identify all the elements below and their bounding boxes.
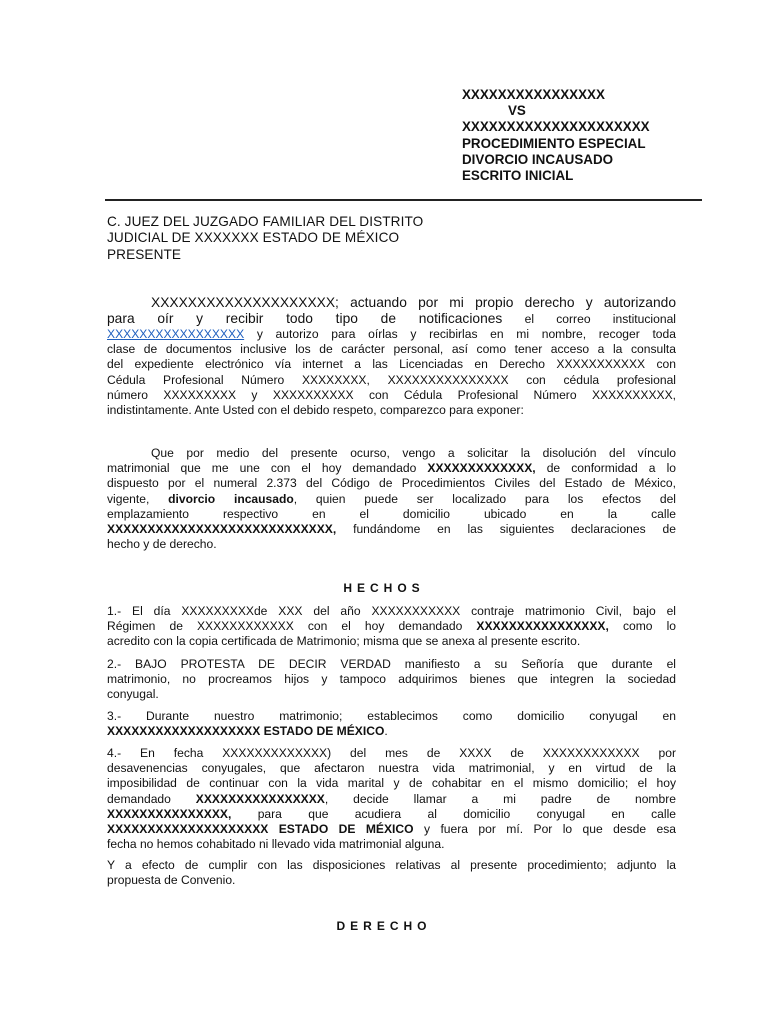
- hecho-2: [107, 657, 676, 703]
- hecho-2-line-3: conyugal.: [107, 687, 159, 702]
- hecho-1-line-2b: XXXXXXXXXXXXXXXX,: [476, 619, 609, 634]
- email-link[interactable]: XXXXXXXXXXXXXXXXX: [107, 327, 245, 341]
- versus-label: VS: [508, 103, 526, 119]
- intro-line-5: del expediente electrónico vía internet a las Licenciadas en Derecho XXXXXXXXXXX con: [107, 357, 676, 372]
- hecho-3-line-2a: XXXXXXXXXXXXXXXXXXX ESTADO DE MÉXICO: [107, 724, 385, 739]
- intro-line-7: número XXXXXXXXX y XXXXXXXXXX con Cédula Profesional Número XXXXXXXXXX,: [107, 387, 676, 402]
- request-line-3: dispuesto por el numeral 2.373 del Código de Procedimientos Civiles del Estado de México,: [107, 476, 676, 491]
- request-line-2b: XXXXXXXXXXXXX,: [427, 461, 536, 476]
- party-2: XXXXXXXXXXXXXXXXXXXXX: [462, 119, 650, 135]
- hecho-1-line-2c: como lo: [622, 619, 676, 634]
- request-paragraph: [107, 446, 676, 552]
- hecho-3-line-2b: .: [384, 724, 388, 739]
- intro-line-2b: el correo institucional: [524, 312, 676, 326]
- hecho-4-line-4c: , decide llamar a mi padre de nombre: [324, 791, 676, 806]
- hecho-4-line-6b: y fuera por mí. Por lo que desde esa: [423, 822, 676, 837]
- intro-line-3: y autorizo para oírlas y recibirlas en mi nombre, recoger toda: [256, 327, 676, 341]
- intro-line-1: XXXXXXXXXXXXXXXXXXXX; actuando por mi propio derecho y autorizando: [151, 295, 676, 310]
- hecho-1: [107, 604, 676, 650]
- hecho-2-line-1: 2.- BAJO PROTESTA DE DECIR VERDAD manifiesto a su Señoría que durante el: [107, 657, 676, 671]
- hecho-4-line-5b: para que acudiera al domicilio conyugal en calle: [257, 806, 676, 821]
- request-line-2a: matrimonial que me une con el hoy demandado: [107, 461, 417, 476]
- intro-line-2a: para oír y recibir todo tipo de notificaciones: [107, 311, 503, 326]
- hecho-4-line-4b: XXXXXXXXXXXXXXXX: [195, 791, 325, 806]
- hecho-1-line-1: 1.- El día XXXXXXXXXde XXX del año XXXXXXXXXXX contraje matrimonio Civil, bajo el: [107, 604, 676, 618]
- procedure-subtype: DIVORCIO INCAUSADO: [462, 151, 614, 167]
- heading-divider: [105, 199, 702, 201]
- request-line-7: hecho y de derecho.: [107, 537, 217, 552]
- hecho-4-line-1: 4.- En fecha XXXXXXXXXXXXX) del mes de XXXX de XXXXXXXXXXXX por: [107, 746, 676, 760]
- intro-line-8: indistintamente. Ante Usted con el debido respeto, comparezco para exponer:: [107, 403, 524, 418]
- convenio-paragraph: [107, 858, 676, 888]
- request-line-1: Que por medio del presente ocurso, vengo a solicitar la disolución del vínculo: [151, 446, 676, 460]
- hecho-4-line-6a: XXXXXXXXXXXXXXXXXXXX ESTADO DE MÉXICO: [107, 822, 414, 837]
- party-1: XXXXXXXXXXXXXXXX: [462, 87, 605, 102]
- request-line-6b: fundándome en las siguientes declaraciones de: [353, 522, 676, 537]
- hechos-title: HECHOS: [343, 581, 425, 595]
- request-line-4c: , quien puede ser localizado para los efectos del: [293, 491, 676, 506]
- hecho-4: [107, 746, 676, 852]
- addressee-line-2: JUDICIAL DE XXXXXXX ESTADO DE MÉXICO: [107, 230, 400, 246]
- request-line-6a: XXXXXXXXXXXXXXXXXXXXXXXXXXXX,: [107, 522, 337, 537]
- derecho-title: DERECHO: [336, 919, 432, 933]
- hecho-4-line-4a: demandado: [107, 791, 171, 806]
- hecho-3-line-1: 3.- Durante nuestro matrimonio; establecimos como domicilio conyugal en: [107, 709, 676, 723]
- hecho-4-line-3: imposibilidad de continuar con la vida marital y de cohabitar en el mismo domicilio; el hoy: [107, 776, 676, 791]
- case-heading: [462, 87, 702, 184]
- procedure-type: PROCEDIMIENTO ESPECIAL: [462, 135, 646, 151]
- request-line-2c: de conformidad a lo: [546, 461, 676, 476]
- hecho-2-line-2: matrimonio, no procreamos hijos y tampoco adquirimos bienes que integren la sociedad: [107, 672, 676, 687]
- hecho-4-line-7: fecha no hemos cohabitado ni llevado vida matrimonial alguna.: [107, 837, 445, 852]
- intro-line-6: Cédula Profesional Número XXXXXXXX, XXXXXXXXXXXXXXX con cédula profesional: [107, 372, 676, 387]
- hecho-1-line-3: acredito con la copia certificada de Matrimonio; misma que se anexa al presente escrito.: [107, 634, 581, 649]
- hecho-3: [107, 709, 676, 739]
- convenio-line-2: propuesta de Convenio.: [107, 873, 236, 888]
- request-line-4b: divorcio incausado: [168, 491, 294, 506]
- hecho-1-line-2a: Régimen de XXXXXXXXXXXX con el hoy demandado: [107, 619, 463, 634]
- hecho-4-line-2: desavenencias conyugales, que afectaron nuestra vida matrimonial, y en virtud de la: [107, 761, 676, 776]
- hecho-4-line-5a: XXXXXXXXXXXXXXX,: [107, 806, 232, 821]
- intro-paragraph: [107, 294, 676, 418]
- convenio-line-1: Y a efecto de cumplir con las disposiciones relativas al presente procedimiento; adjunto la: [107, 858, 676, 872]
- request-line-5: emplazamiento respectivo en el domicilio ubicado en la calle: [107, 506, 676, 521]
- addressee-line-3: PRESENTE: [107, 246, 182, 262]
- intro-line-4: clase de documentos inclusive los de carácter personal, así como tener acceso a la consulta: [107, 342, 676, 357]
- addressee-block: [107, 214, 667, 263]
- request-line-4a: vigente,: [107, 491, 150, 506]
- addressee-line-1: C. JUEZ DEL JUZGADO FAMILIAR DEL DISTRITO: [107, 214, 424, 229]
- document-type: ESCRITO INICIAL: [462, 168, 574, 184]
